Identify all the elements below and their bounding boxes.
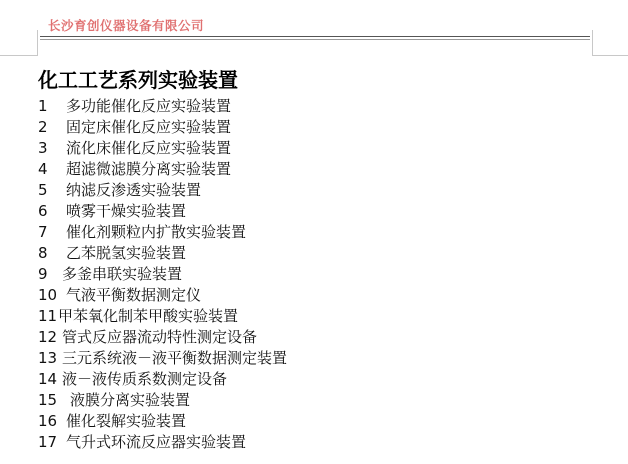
item-text: 多釜串联实验装置 <box>62 265 183 283</box>
item-text: 喷雾干燥实验装置 <box>66 202 187 220</box>
item-number: 12 <box>38 328 58 346</box>
item-text: 纳滤反渗透实验装置 <box>66 181 202 199</box>
item-number: 1 <box>38 97 48 115</box>
item-number: 15 <box>38 391 58 409</box>
item-number: 11 <box>38 307 58 325</box>
item-number: 4 <box>38 160 48 178</box>
item-text: 流化床催化反应实验装置 <box>66 139 232 157</box>
item-number: 16 <box>38 412 58 430</box>
item-text: 多功能催化反应实验装置 <box>66 97 232 115</box>
item-number: 10 <box>38 286 58 304</box>
page-header <box>0 0 628 44</box>
item-number: 13 <box>38 349 58 367</box>
crop-mark-left-vertical <box>37 30 38 55</box>
item-text: 超滤微滤膜分离实验装置 <box>66 160 232 178</box>
item-text: 甲苯氧化制苯甲酸实验装置 <box>58 307 239 325</box>
crop-mark-left-horizontal <box>0 55 38 56</box>
item-text: 乙苯脱氢实验装置 <box>66 244 187 262</box>
item-text: 固定床催化反应实验装置 <box>66 118 232 136</box>
item-text: 液－液传质系数测定设备 <box>62 370 228 388</box>
item-text: 液膜分离实验装置 <box>70 391 191 409</box>
crop-mark-right-horizontal <box>592 55 628 56</box>
item-number: 7 <box>38 223 48 241</box>
item-number: 8 <box>38 244 48 262</box>
item-number: 6 <box>38 202 48 220</box>
item-number: 9 <box>38 265 48 283</box>
header-rule-thin <box>40 39 590 40</box>
item-number: 5 <box>38 181 48 199</box>
document-title: 化工工艺系列实验装置 <box>38 68 238 92</box>
header-rule <box>40 36 590 37</box>
item-text: 催化剂颗粒内扩散实验装置 <box>66 223 247 241</box>
item-number: 14 <box>38 370 58 388</box>
item-number: 2 <box>38 118 48 136</box>
item-text: 管式反应器流动特性测定设备 <box>62 328 258 346</box>
item-text: 三元系统液－液平衡数据测定装置 <box>62 349 288 367</box>
item-number: 3 <box>38 139 48 157</box>
company-name: 长沙育创仪器设备有限公司 <box>48 18 205 33</box>
item-text: 气升式环流反应器实验装置 <box>66 433 247 451</box>
item-text: 气液平衡数据测定仪 <box>66 286 202 304</box>
item-number: 17 <box>38 433 58 451</box>
crop-mark-right-vertical <box>592 30 593 55</box>
item-text: 催化裂解实验装置 <box>66 412 187 430</box>
